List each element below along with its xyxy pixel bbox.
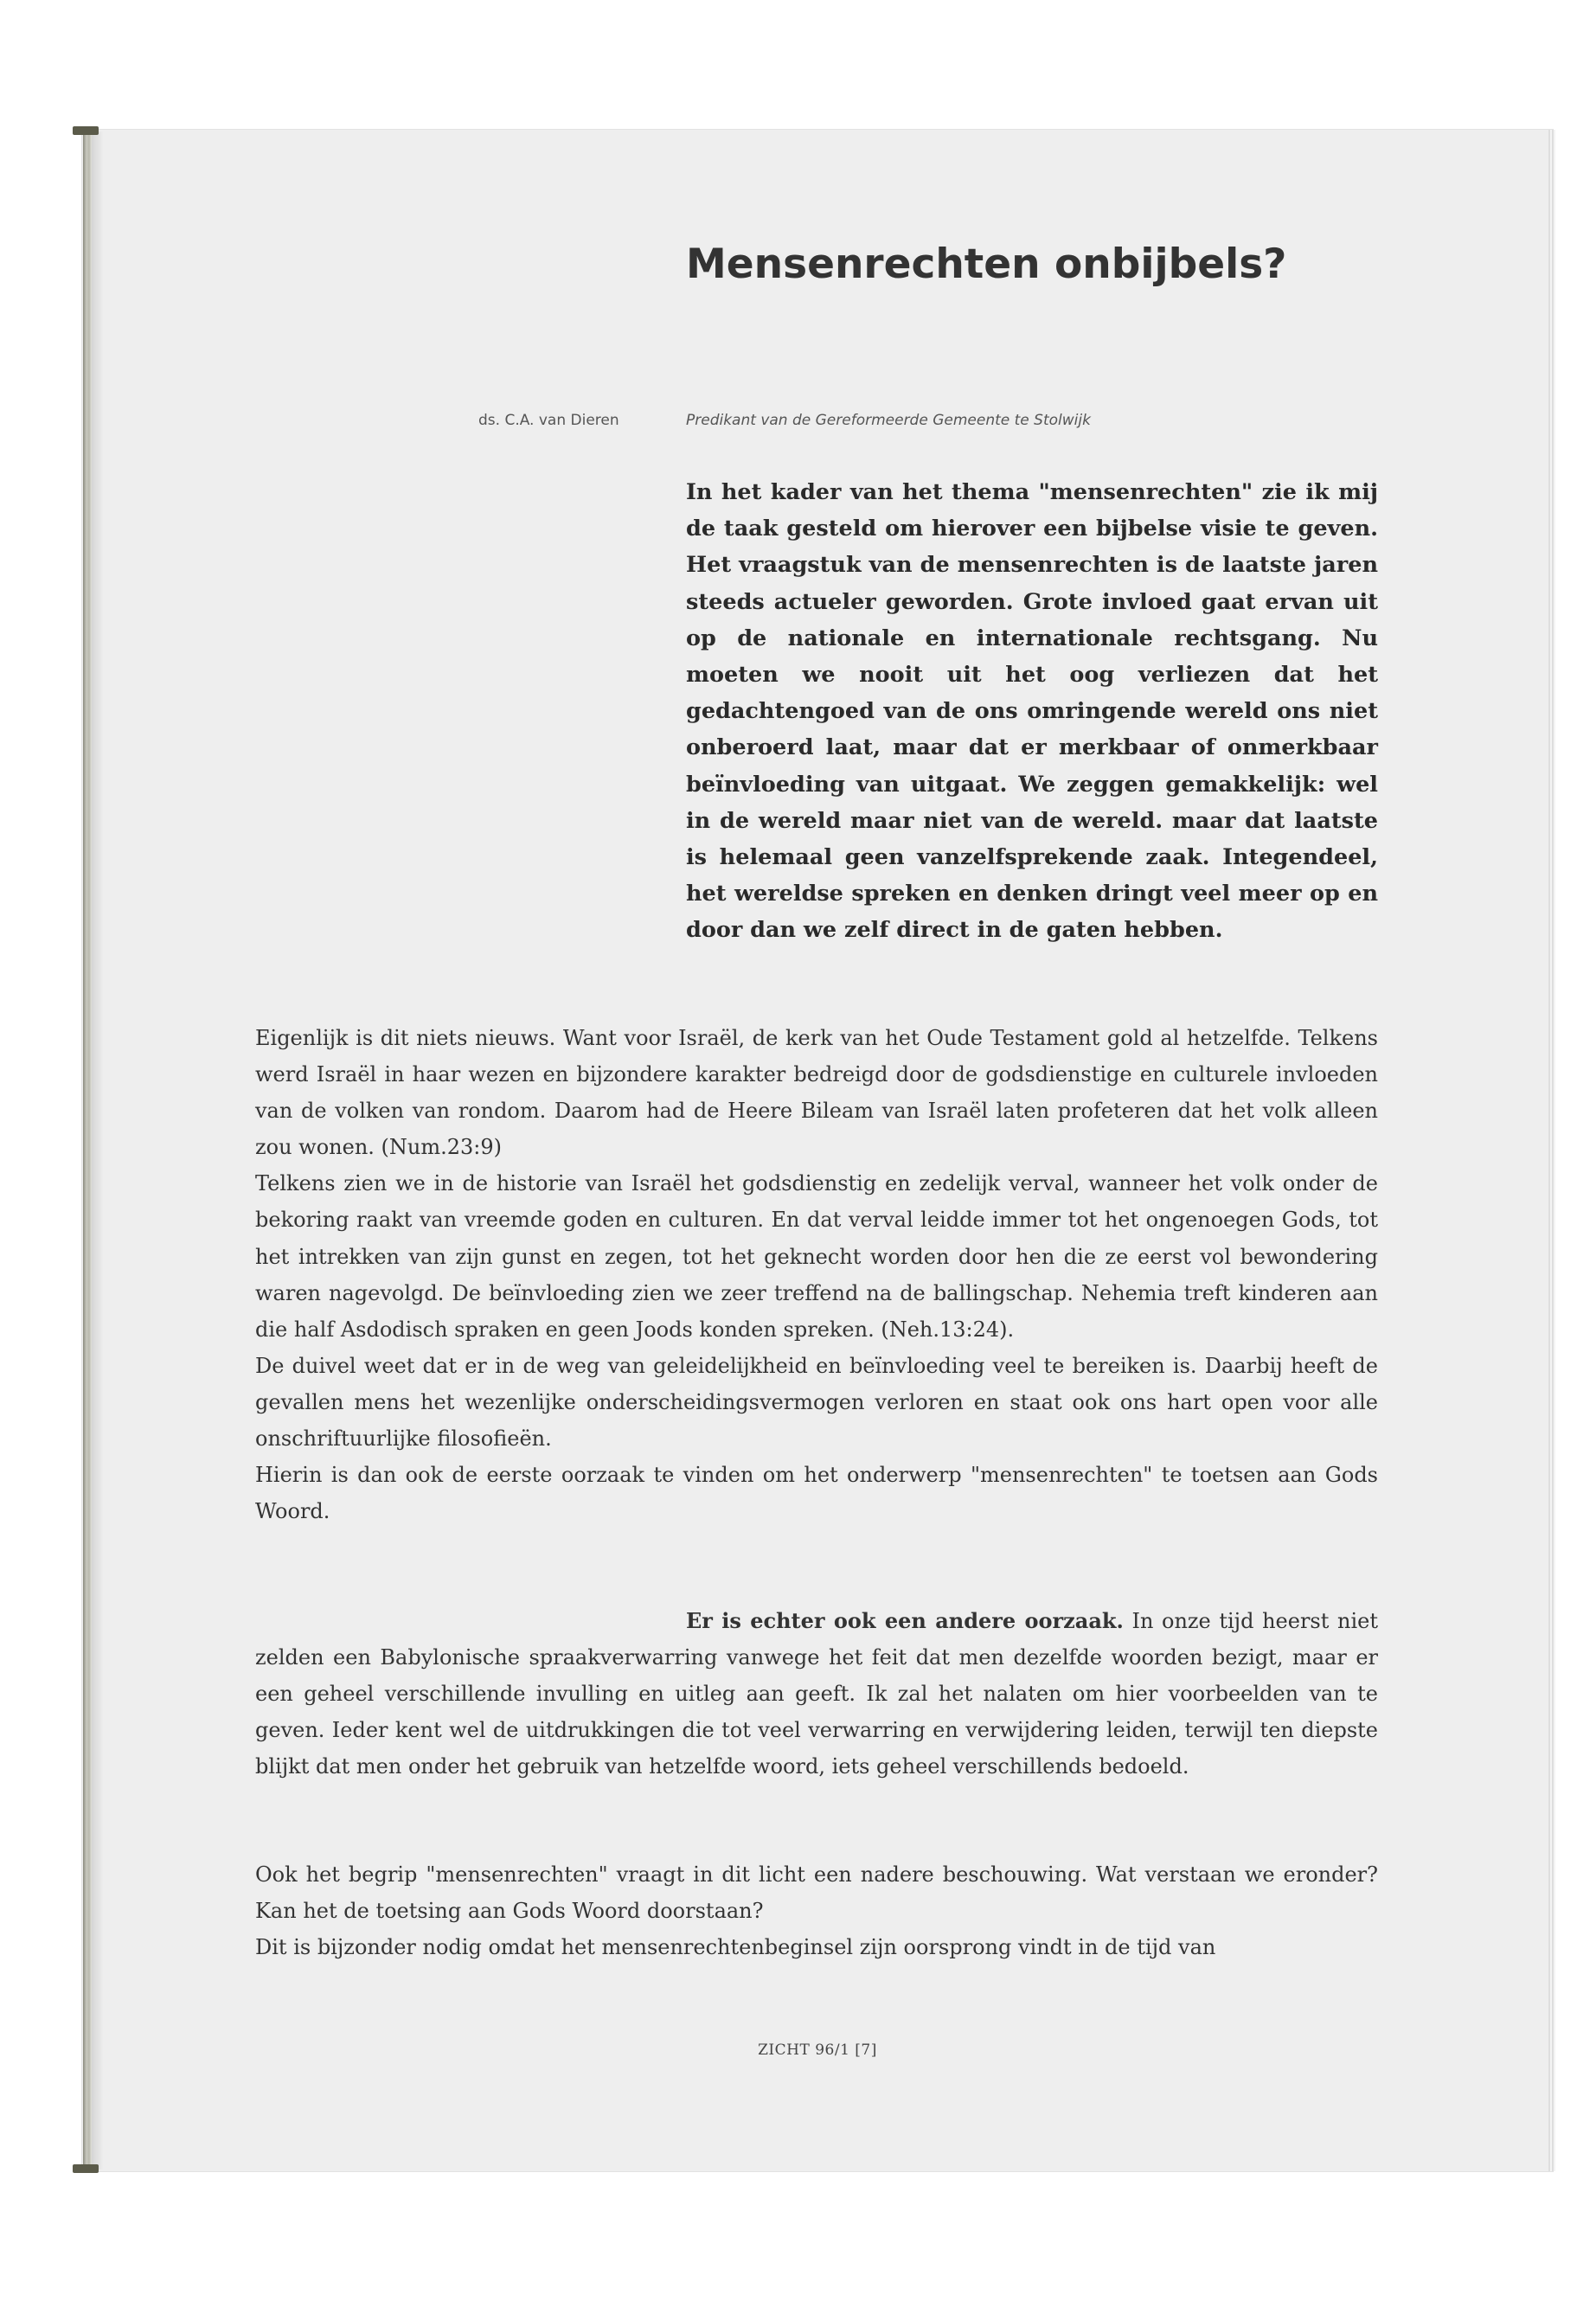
- article-title: Mensenrechten onbijbels?: [686, 240, 1287, 288]
- subheading-paragraph-text: In onze tijd heerst niet zelden een Babylonische spraakverwarring vanwege het feit dat men dezelfde woorden bezigt, maar er een geheel verschillende invulling en uitleg aan geeft. Ik zal het nalaten om hier voorbeelden van te geven. Ieder kent wel de uitdrukkingen die tot veel verwarring en verwijdering leiden, terwijl ten diepste blijkt dat men onder het gebruik van hetzelfde woord, iets geheel verschillends bedoeld.: [255, 1609, 1378, 1779]
- binding-spine: [83, 131, 92, 2170]
- body-paragraph: [255, 1603, 1378, 1785]
- body-paragraph: Hierin is dan ook de eerste oorzaak te vinden om het onderwerp "mensenrechten" te toetsen aan Gods Woord.: [255, 1463, 1378, 1524]
- body-section-2: [255, 1603, 1378, 1785]
- page-edges: [1548, 130, 1555, 2171]
- body-section-1: [255, 1020, 1378, 1529]
- body-section-3: [255, 1856, 1378, 1965]
- body-paragraph: Dit is bijzonder nodig omdat het mensenrechtenbeginsel zijn oorsprong vindt in de tijd van: [255, 1935, 1216, 1960]
- body-paragraph: De duivel weet dat er in de weg van geleidelijkheid en beïnvloeding veel te bereiken is. Daarbij heeft de gevallen mens het wezenlijke onderscheidingsvermogen verloren en staat ook ons hart open voor alle onschriftuurlijke filosofieën.: [255, 1353, 1378, 1452]
- author-name: ds. C.A. van Dieren: [478, 412, 619, 429]
- intro-paragraph: In het kader van het thema "mensenrechten" zie ik mij de taak gesteld om hierover een bijbelse visie te geven. Het vraagstuk van de mensenrechten is de laatste jaren steeds actueler geworden. Grote invloed gaat ervan uit op de nationale en internationale rechtsgang. Nu moeten we nooit uit het oog verliezen dat het gedachtengoed van de ons omringende wereld ons niet onberoerd laat, maar dat er merkbaar of onmerkbaar beïnvloeding van uitgaat. We zeggen gemakkelijk: wel in de wereld maar niet van de wereld. maar dat laatste is helemaal geen vanzelfsprekende zaak. Integendeel, het wereldse spreken en denken dringt veel meer op en door dan we zelf direct in de gaten hebben.: [686, 479, 1378, 944]
- staple-top: [73, 126, 99, 135]
- body-paragraph: Telkens zien we in de historie van Israël het godsdienstig en zedelijk verval, wanneer het volk onder de bekoring raakt van vreemde goden en culturen. En dat verval leidde immer tot het ongenoegen Gods, tot het intrekken van zijn gunst en zegen, tot het geknecht worden door hen die ze eerst vol bewondering waren nagevolgd. De beïnvloeding zien we zeer treffend na de ballingschap. Nehemia treft kinderen aan die half Asdodisch spraken en geen Joods konden spreken. (Neh.13:24).: [255, 1171, 1378, 1342]
- subheading: Er is echter ook een andere oorzaak.: [686, 1608, 1124, 1633]
- binding-shadow: [92, 131, 104, 2170]
- byline: [478, 412, 1473, 429]
- page-footer: ZICHT 96/1 [7]: [758, 2041, 877, 2059]
- body-paragraph: Eigenlijk is dit niets nieuws. Want voor Israël, de kerk van het Oude Testament gold al hetzelfde. Telkens werd Israël in haar wezen en bijzondere karakter bedreigd door de godsdienstige en culturele invloeden van de volken van rondom. Daarom had de Heere Bileam van Israël laten profeteren dat het volk alleen zou wonen. (Num.23:9): [255, 1026, 1378, 1160]
- body-paragraph: Ook het begrip "mensenrechten" vraagt in dit licht een nadere beschouwing. Wat verstaan we eronder? Kan het de toetsing aan Gods Woord doorstaan?: [255, 1862, 1378, 1924]
- staple-bottom: [73, 2164, 99, 2173]
- author-role: Predikant van de Gereformeerde Gemeente te Stolwijk: [686, 412, 1091, 429]
